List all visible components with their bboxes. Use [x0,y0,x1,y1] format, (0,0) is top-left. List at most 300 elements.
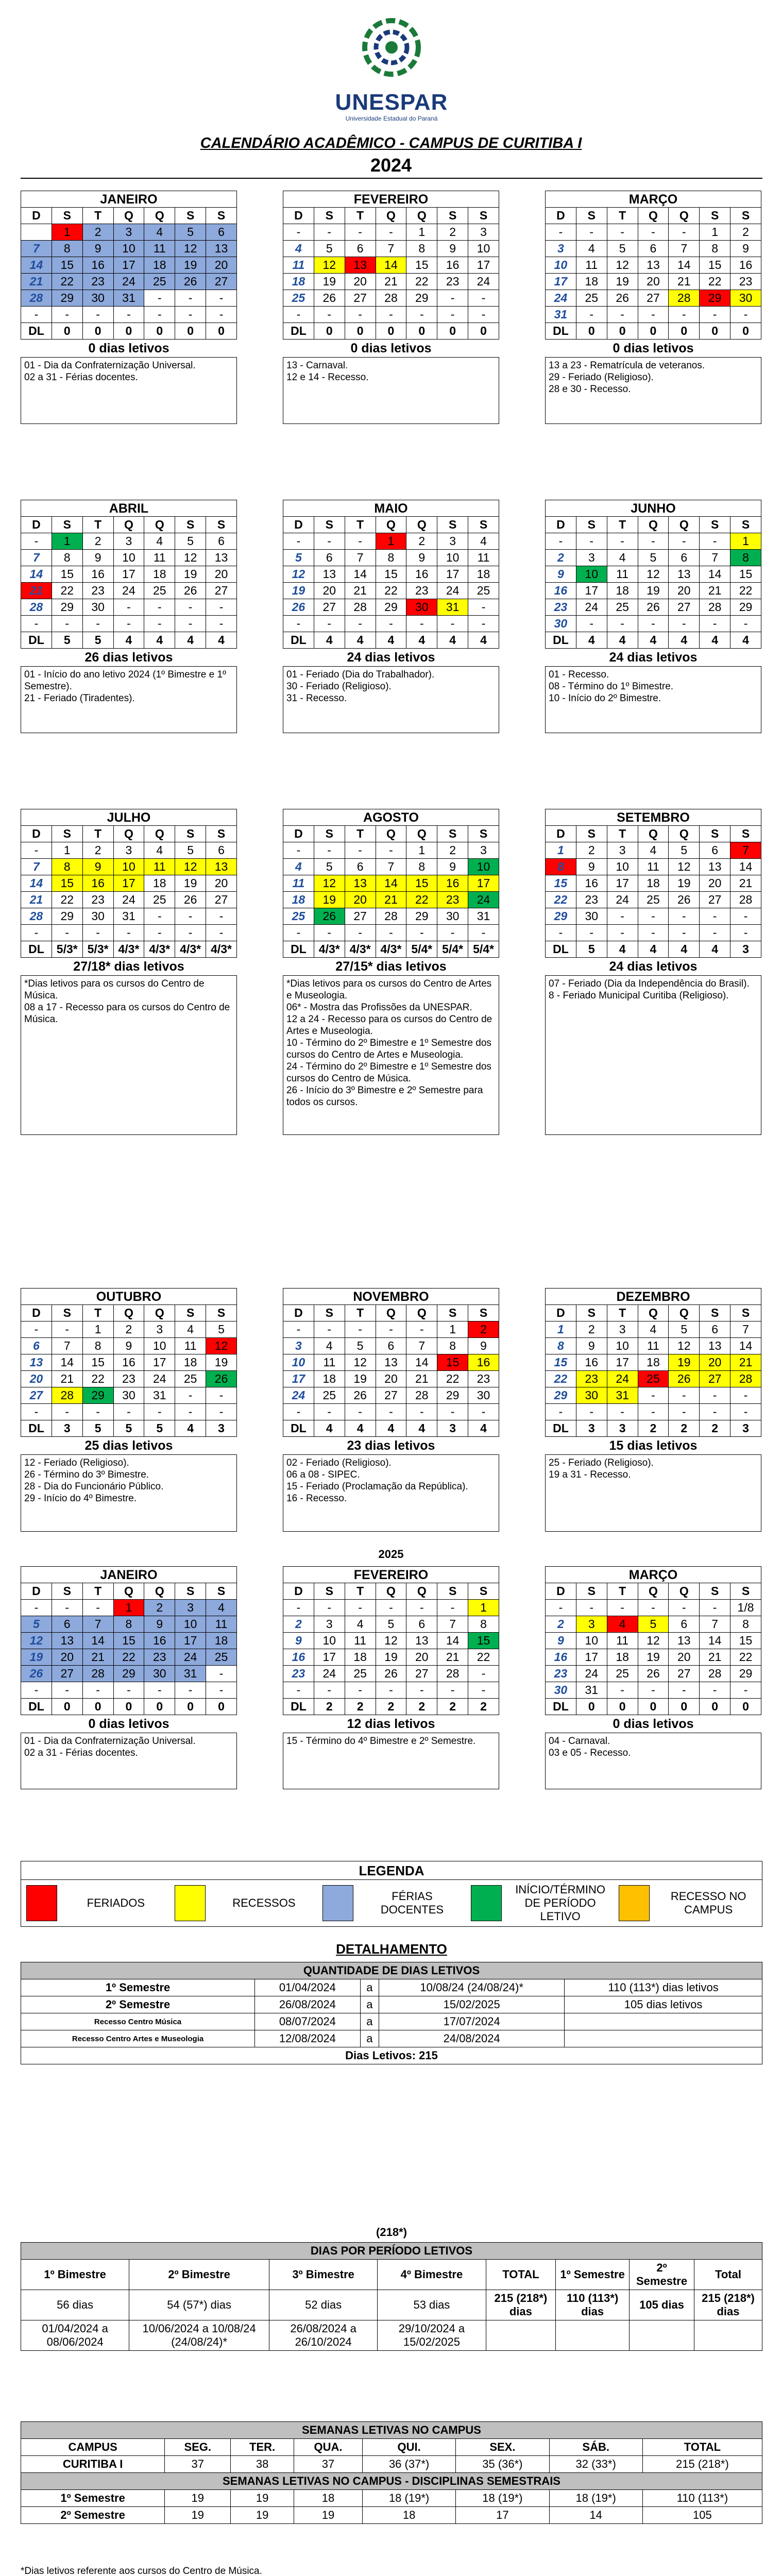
day-cell: 28 [669,290,700,307]
day-cell: 23 [437,892,468,908]
day-cell: - [669,908,700,925]
day-cell: 26 [669,892,700,908]
day-cell: 16 [82,257,113,274]
day-cell: 7 [21,859,52,875]
dl-cell: 4 [700,941,730,958]
day-cell: - [113,599,144,616]
day-cell: 16 [283,1649,314,1666]
day-cell: 25 [607,1666,638,1682]
day-cell: 19 [175,875,206,892]
day-cell: 21 [376,274,406,290]
month-calendar [21,1288,237,1532]
day-cell: - [376,1600,406,1616]
day-cell: - [144,925,175,941]
day-cell: - [82,925,113,941]
weekday-header: T [82,1583,113,1600]
month-table [283,825,499,958]
dl-cell: 2 [376,1699,406,1715]
day-cell: - [468,599,499,616]
cell: 26/08/2024 [255,1996,361,2013]
day-cell: - [345,1321,376,1338]
week-row [283,257,499,274]
day-cell: 12 [314,875,345,892]
day-cell: 4 [638,1321,669,1338]
day-cell: 18 [638,1354,669,1371]
day-cell: 3 [576,1616,607,1633]
day-cell: - [314,307,345,323]
weekday-header: T [345,826,376,842]
day-cell: 28 [730,892,761,908]
month-name: NOVEMBRO [283,1288,499,1304]
day-cell: - [283,307,314,323]
dl-cell: DL [546,632,576,649]
weekday-header: Q [406,208,437,224]
week-row [21,1616,237,1633]
day-cell: - [175,290,206,307]
weekday-header: Q [144,1305,175,1321]
day-cell: 6 [21,1338,52,1354]
dl-cell: 0 [206,1699,237,1715]
week-row [546,1404,761,1420]
week-row [21,257,237,274]
dl-cell: 5/3* [82,941,113,958]
day-cell: 22 [52,274,82,290]
weekday-header: D [21,208,52,224]
day-cell: 22 [546,1371,576,1387]
day-cell: 21 [376,892,406,908]
cell: 2º Semestre [21,1996,255,2013]
week-row [546,1371,761,1387]
day-cell: 12 [638,566,669,583]
day-cell: 1 [468,1600,499,1616]
day-cell: 18 [206,1633,237,1649]
day-cell: - [314,1404,345,1420]
day-cell: 24 [113,892,144,908]
weekday-header: Q [669,517,700,533]
weekday-header: D [21,1305,52,1321]
dl-cell: 0 [730,323,761,340]
day-cell: - [206,290,237,307]
day-cell: 17 [283,1371,314,1387]
day-cell: 22 [82,1371,113,1387]
day-cell: 15 [468,1633,499,1649]
day-cell: - [437,925,468,941]
day-cell: - [700,1387,730,1404]
day-cell: 17 [144,1354,175,1371]
day-cell: 11 [144,859,175,875]
day-cell: - [468,290,499,307]
week-row [546,583,761,599]
day-cell: - [376,1682,406,1699]
legend-swatch [471,1885,502,1921]
dl-row [21,1420,237,1437]
dl-cell: 0 [314,323,345,340]
day-cell: 14 [376,257,406,274]
day-cell: 16 [406,566,437,583]
day-cell: 26 [206,1371,237,1387]
day-cell: 31 [546,307,576,323]
dl-cell: 4/3* [113,941,144,958]
day-cell: - [376,1321,406,1338]
week-row [21,533,237,550]
weekday-header: T [82,208,113,224]
weekday-header: S [314,1305,345,1321]
week-row [546,1666,761,1682]
dl-row [546,632,761,649]
dl-cell: DL [546,1699,576,1715]
legend-label: FERIADOS [87,1896,145,1909]
detalhamento-title: DETALHAMENTO [336,1941,447,1957]
cell: a [360,2030,379,2047]
cell: 1º Semestre [21,1979,255,1996]
day-cell: 2 [468,1321,499,1338]
day-cell: 2 [576,1321,607,1338]
day-cell: 29 [376,599,406,616]
day-cell: 13 [206,550,237,566]
day-cell: 15 [730,566,761,583]
week-row [21,1633,237,1649]
day-cell: 2 [144,1600,175,1616]
week-row [21,290,237,307]
day-cell: - [700,908,730,925]
month-calendar [545,500,761,733]
legend-swatch [26,1885,57,1921]
day-cell: - [82,1600,113,1616]
day-cell: 5 [175,533,206,550]
week-row [546,224,761,241]
day-cell: - [730,1404,761,1420]
day-cell: 16 [546,1649,576,1666]
cell: 2º Semestre [21,2507,165,2524]
day-cell: - [113,616,144,632]
dl-cell: 0 [669,1699,700,1715]
week-row [546,925,761,941]
day-cell: - [82,307,113,323]
day-cell: 19 [345,1371,376,1387]
cell: 18 (19*) [362,2490,455,2507]
day-cell: 10 [175,1616,206,1633]
weekday-header: S [576,826,607,842]
dl-cell: 5/3* [52,941,82,958]
day-cell: 24 [283,1387,314,1404]
day-cell: 9 [437,241,468,257]
weekday-header: S [468,1305,499,1321]
week-row [21,1682,237,1699]
day-cell: - [546,533,576,550]
day-cell: - [406,1321,437,1338]
day-cell: 22 [730,583,761,599]
day-cell: 18 [175,1354,206,1371]
week-row [546,1649,761,1666]
weekday-header: D [283,517,314,533]
day-cell: - [546,224,576,241]
day-cell: 6 [638,241,669,257]
day-cell: 14 [345,566,376,583]
day-cell: - [669,1600,700,1616]
week-row [21,1404,237,1420]
day-cell: - [607,925,638,941]
weekday-header: S [52,208,82,224]
day-cell: 20 [406,1649,437,1666]
dl-cell: 4 [345,632,376,649]
day-cell: 7 [376,241,406,257]
cell: 17 [456,2507,549,2524]
month-summary: 0 dias letivos [88,341,169,355]
week-row [21,1387,237,1404]
day-cell: 15 [52,257,82,274]
day-cell: 17 [113,257,144,274]
day-cell: 5 [175,224,206,241]
day-cell: 1 [546,842,576,859]
week-row [21,908,237,925]
dl-cell: 4 [206,632,237,649]
month-name: DEZEMBRO [545,1288,761,1304]
day-cell: 1/8 [730,1600,761,1616]
day-cell: 11 [638,1338,669,1354]
day-cell: 15 [406,257,437,274]
week-row [21,616,237,632]
dl-cell: 2 [700,1420,730,1437]
day-cell: 26 [607,290,638,307]
week-row [546,290,761,307]
day-cell: - [206,925,237,941]
week-row [21,583,237,599]
day-cell: - [638,1682,669,1699]
day-cell: - [314,1682,345,1699]
day-cell: 13 [376,1354,406,1371]
day-cell: 12 [376,1633,406,1649]
weekday-header: S [468,1583,499,1600]
day-cell: 6 [206,842,237,859]
page-title: CALENDÁRIO ACADÊMICO - CAMPUS DE CURITIBA I [200,135,582,151]
day-cell: 17 [314,1649,345,1666]
day-cell: 25 [206,1649,237,1666]
semanas-val: CURITIBA I [21,2456,165,2473]
day-cell: 10 [314,1633,345,1649]
table-row [21,1979,762,1996]
week-row [21,1649,237,1666]
day-cell: - [468,1666,499,1682]
day-cell: - [607,533,638,550]
day-cell: - [52,1321,82,1338]
periodo-head: 3º Bimestre [269,2260,377,2290]
day-cell: 6 [206,224,237,241]
day-cell: 28 [21,290,52,307]
day-cell: 9 [576,859,607,875]
weekday-header: Q [113,208,144,224]
day-cell: 11 [638,859,669,875]
day-cell: - [607,224,638,241]
day-cell: 30 [406,599,437,616]
day-cell [21,224,52,241]
day-cell: - [638,307,669,323]
periodo-date: 29/10/2024 a 15/02/2025 [378,2320,486,2351]
day-cell: 4 [468,533,499,550]
day-cell: 20 [700,875,730,892]
day-cell: 13 [700,1338,730,1354]
week-row [546,616,761,632]
weekday-header: Q [638,517,669,533]
day-cell: 8 [546,859,576,875]
week-row [546,550,761,566]
day-cell: 27 [206,274,237,290]
semanas-head: TER. [231,2439,294,2456]
dl-cell: 2 [345,1699,376,1715]
day-cell: 11 [345,1633,376,1649]
table-row [21,2490,762,2507]
day-cell: - [175,1387,206,1404]
day-cell: 1 [437,1321,468,1338]
dl-cell: 4 [468,1420,499,1437]
day-cell: - [206,599,237,616]
day-cell: 9 [437,859,468,875]
day-cell: 7 [21,241,52,257]
dl-row [546,323,761,340]
day-cell: 20 [206,566,237,583]
day-cell: - [607,616,638,632]
day-cell: 20 [376,1371,406,1387]
day-cell: 31 [175,1666,206,1682]
month-summary: 25 dias letivos [84,1438,173,1453]
day-cell: 11 [607,1633,638,1649]
legend-item [21,1885,169,1921]
legend-item [466,1883,614,1923]
week-row [546,307,761,323]
day-cell: - [283,842,314,859]
day-cell: 21 [345,583,376,599]
day-cell: - [82,616,113,632]
day-cell: 25 [283,290,314,307]
day-cell: 27 [345,290,376,307]
weekday-header: S [468,826,499,842]
day-cell: - [314,1600,345,1616]
dl-cell: 4 [638,941,669,958]
day-cell: 7 [700,550,730,566]
day-cell: - [206,307,237,323]
cell: 105 dias letivos [565,1996,762,2013]
day-cell: 28 [52,1387,82,1404]
day-cell: - [175,616,206,632]
day-cell: 14 [700,566,730,583]
periodo-head: 1º Bimestre [21,2260,129,2290]
day-cell: 30 [576,1387,607,1404]
unespar-logo [330,10,453,129]
week-row [283,307,499,323]
dl-cell: DL [21,941,52,958]
day-cell: 18 [283,274,314,290]
day-cell: 1 [113,1600,144,1616]
week-row [283,290,499,307]
week-row [283,1682,499,1699]
day-cell: 12 [607,257,638,274]
day-cell: 27 [376,1387,406,1404]
week-row [546,533,761,550]
cell: 08/07/2024 [255,2013,361,2030]
day-cell: 23 [82,274,113,290]
day-cell: 11 [576,257,607,274]
dl-cell: 4 [468,632,499,649]
day-cell: 7 [376,859,406,875]
month-calendar [283,191,499,424]
day-cell: 6 [700,1321,730,1338]
weekday-header: Q [144,208,175,224]
weekday-header: D [21,826,52,842]
dl-cell: 4 [607,632,638,649]
cell [565,2013,762,2030]
week-row [283,274,499,290]
periodo-val: 215 (218*) dias [486,2290,556,2320]
day-cell: - [669,616,700,632]
weekday-header: T [82,517,113,533]
month-calendar [283,1566,499,1789]
cell: 110 (113*) dias letivos [565,1979,762,1996]
weekday-header: Q [406,1305,437,1321]
day-cell: 28 [730,1371,761,1387]
dl-cell: 0 [730,1699,761,1715]
day-cell: 2 [82,224,113,241]
day-cell: 19 [314,892,345,908]
weekday-header: S [700,208,730,224]
day-cell: - [283,925,314,941]
day-cell: 22 [468,1649,499,1666]
month-notes: 01 - Início do ano letivo 2024 (1º Bimestre e 1º Semestre). 21 - Feriado (Tiradentes). [21,666,237,733]
week-row [546,892,761,908]
day-cell: 6 [345,859,376,875]
day-cell: - [52,1404,82,1420]
month-notes: 04 - Carnaval. 03 e 05 - Recesso. [545,1733,761,1789]
day-cell: 19 [175,257,206,274]
dl-cell: 0 [206,323,237,340]
day-cell: - [21,1404,52,1420]
day-cell: 27 [314,599,345,616]
day-cell: - [314,224,345,241]
day-cell: - [607,908,638,925]
weekday-header: S [52,1583,82,1600]
day-cell: 23 [144,1649,175,1666]
weekday-header: S [437,1583,468,1600]
day-cell: 28 [376,290,406,307]
dias-letivos-table [21,1962,762,2064]
day-cell: 24 [468,274,499,290]
weekday-header: S [730,826,761,842]
weekday-header: Q [113,826,144,842]
month-table [21,1304,237,1437]
day-cell: - [437,1682,468,1699]
day-cell: 25 [638,1371,669,1387]
cell: 105 [642,2507,762,2524]
day-cell: 8 [730,1616,761,1633]
year-2025: 2025 [378,1548,404,1561]
day-cell: 12 [175,241,206,257]
week-row [546,1616,761,1633]
dl-cell: 0 [437,323,468,340]
day-cell: - [468,616,499,632]
day-cell: 3 [144,1321,175,1338]
weekday-header: S [314,208,345,224]
day-cell: 15 [546,1354,576,1371]
month-notes: 07 - Feriado (Dia da Independência do Brasil). 8 - Feriado Municipal Curitiba (Religioso). [545,975,761,1135]
month-summary: 24 dias letivos [609,650,698,665]
periodo-head: 1º Semestre [556,2260,630,2290]
day-cell: 23 [546,1666,576,1682]
dl-cell: 0 [406,323,437,340]
weekday-header: S [314,826,345,842]
weekday-header: S [206,1305,237,1321]
day-cell: 1 [406,842,437,859]
day-cell: 22 [113,1649,144,1666]
dl-cell: 4 [669,632,700,649]
dl-cell: DL [283,1699,314,1715]
